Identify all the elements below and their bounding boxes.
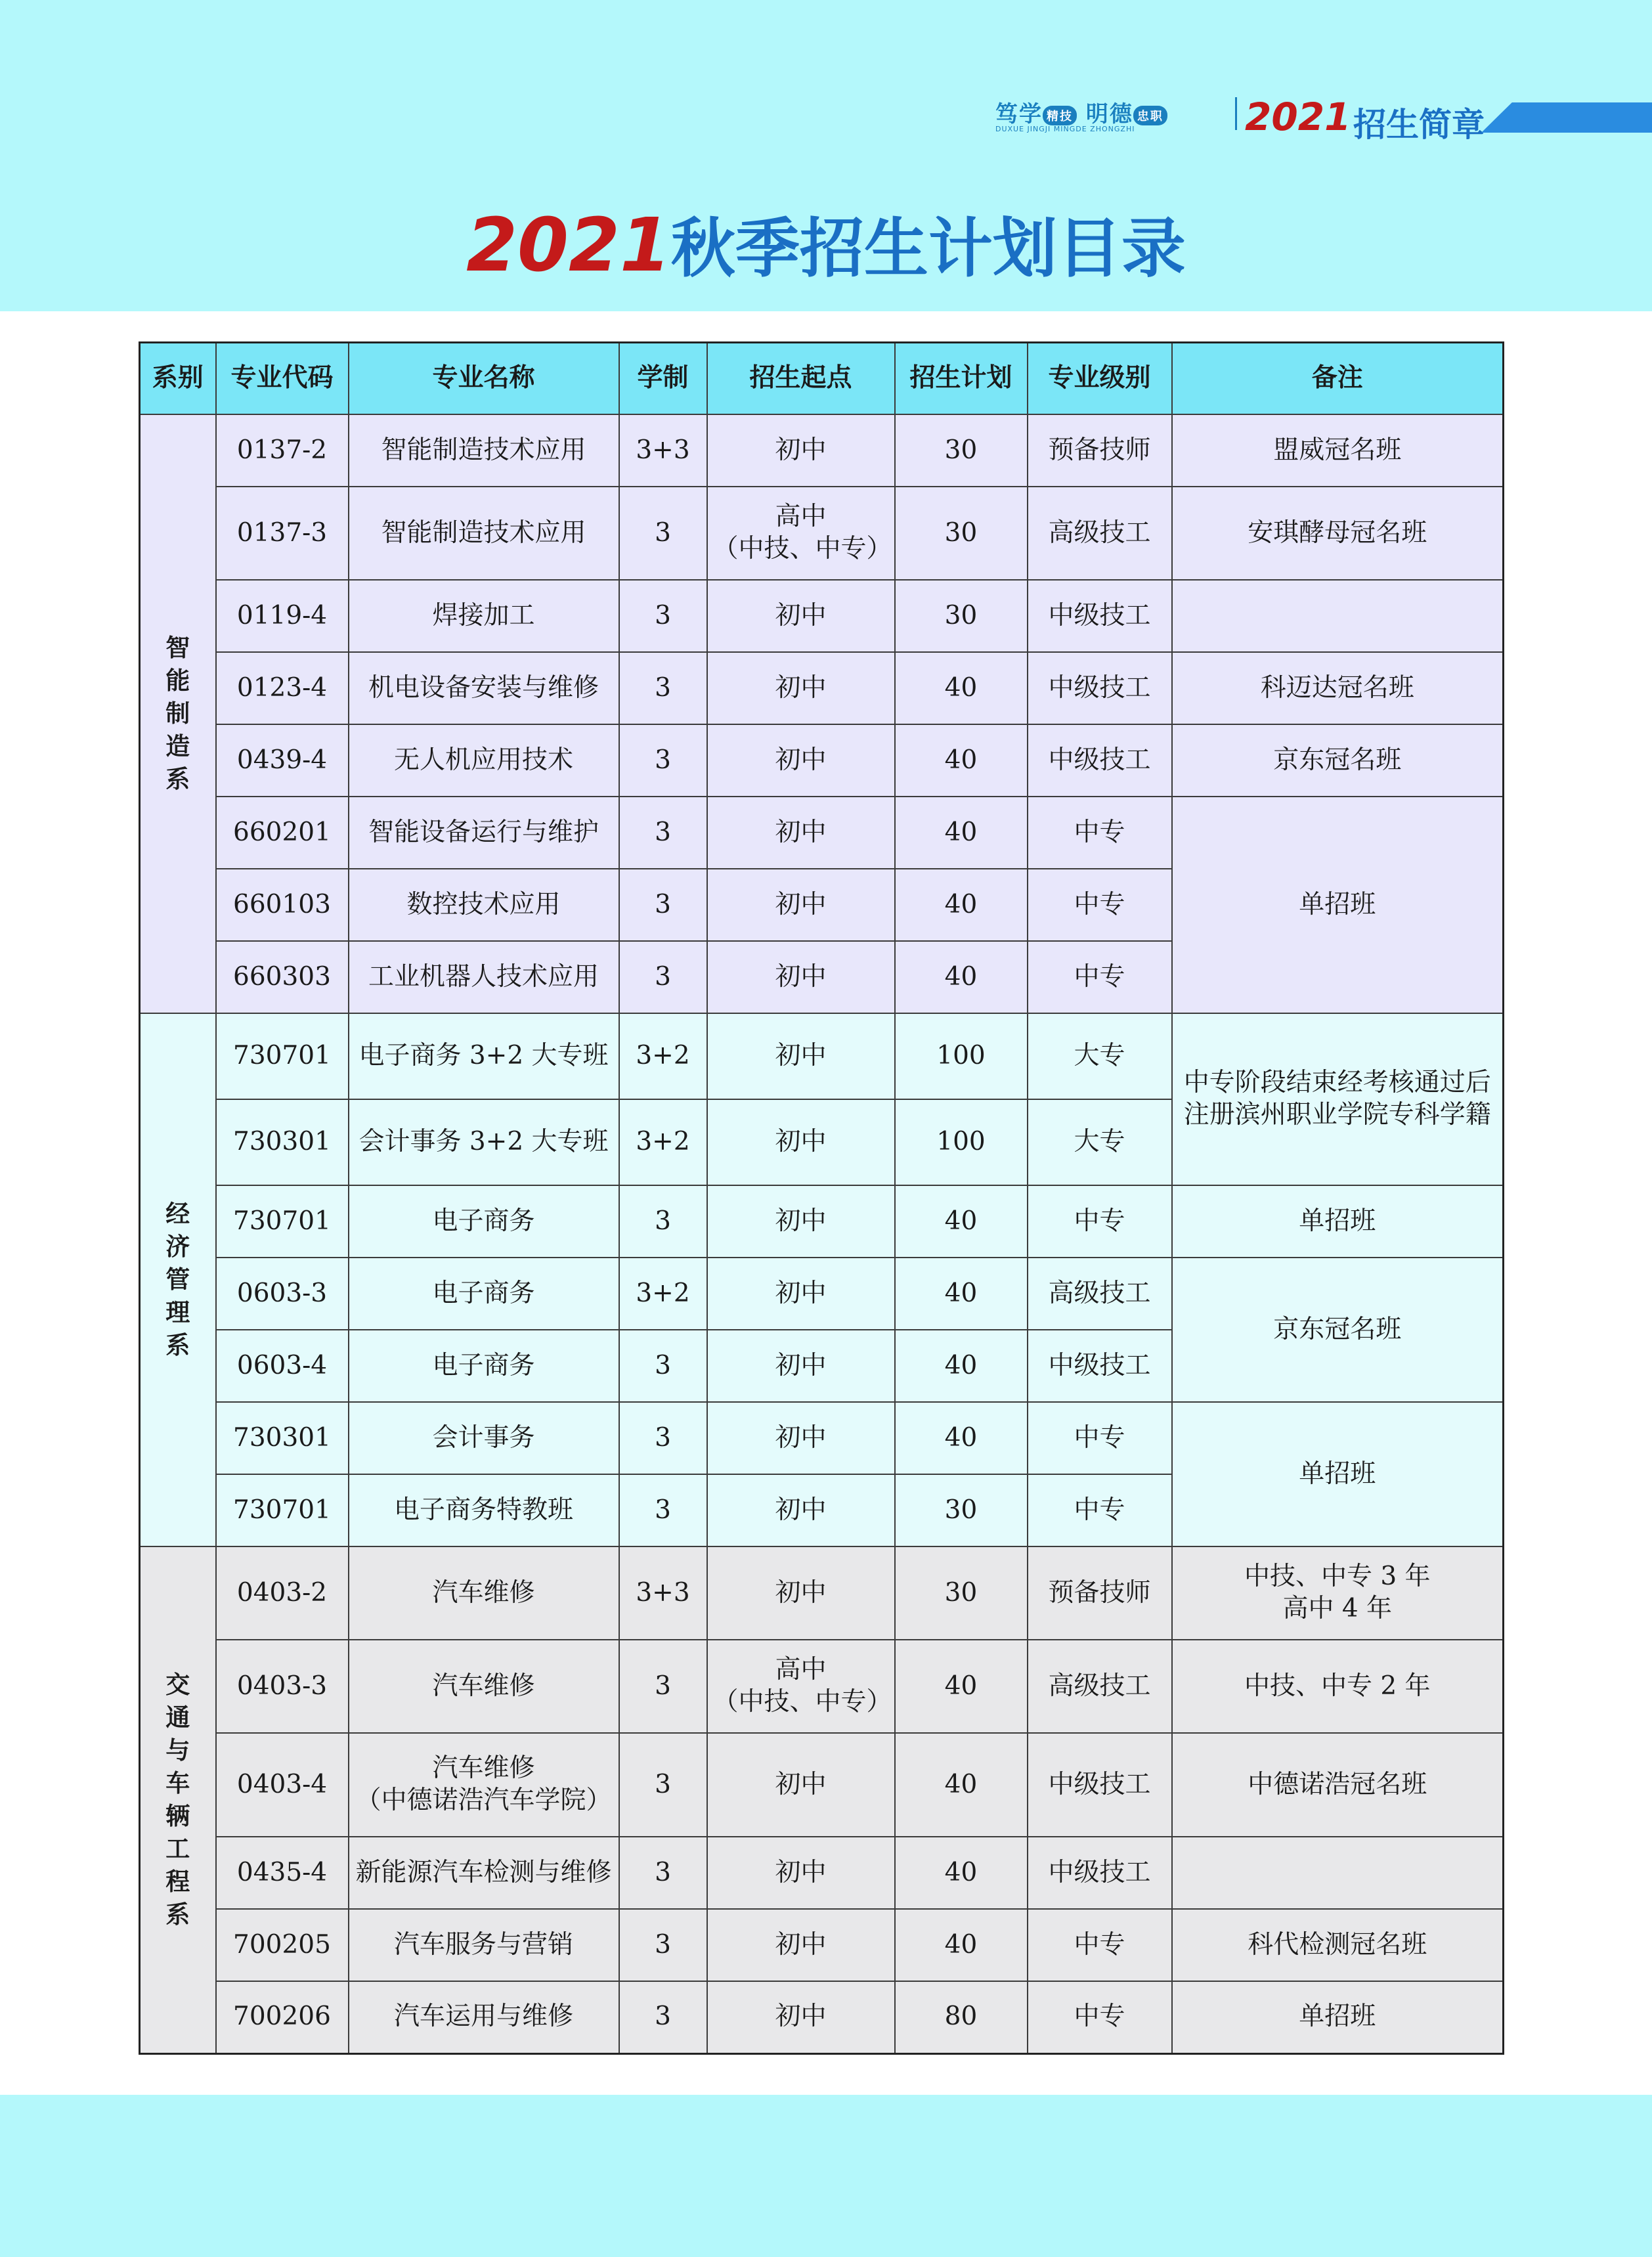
cell-start: 初中 (707, 1258, 895, 1330)
cell-name: 无人机应用技术 (349, 724, 619, 797)
cell-years: 3 (619, 652, 707, 724)
cell-name: 汽车维修 (349, 1640, 619, 1733)
cell-note: 科迈达冠名班 (1172, 652, 1504, 724)
cell-name: 汽车维修 (349, 1546, 619, 1640)
cell-plan: 100 (895, 1013, 1028, 1099)
cell-start (707, 1640, 895, 1733)
cell-code: 0119-4 (216, 580, 349, 652)
cell-start: 初中 (707, 1099, 895, 1185)
table-row (140, 1546, 1504, 1640)
cell-years: 3 (619, 797, 707, 869)
col-header-plan: 招生计划 (895, 343, 1028, 415)
school-motto-logo (995, 96, 1192, 138)
cell-plan: 30 (895, 580, 1028, 652)
cell-name: 智能制造技术应用 (349, 487, 619, 580)
table-row (140, 1909, 1504, 1981)
cell-level: 中专 (1028, 1474, 1172, 1546)
cell-level: 大专 (1028, 1099, 1172, 1185)
cell-name: 新能源汽车检测与维修 (349, 1837, 619, 1909)
cell-level: 中级技工 (1028, 1837, 1172, 1909)
cell-code: 660201 (216, 797, 349, 869)
cell-level: 中级技工 (1028, 1733, 1172, 1837)
cell-note: 单招班 (1172, 1981, 1504, 2053)
table-header-row (140, 343, 1504, 415)
cell-start: 初中 (707, 1185, 895, 1258)
cell-code: 0435-4 (216, 1837, 349, 1909)
cell-start: 初中 (707, 580, 895, 652)
cell-note: 安琪酵母冠名班 (1172, 487, 1504, 580)
cell-code: 0603-4 (216, 1330, 349, 1402)
cell-level: 中级技工 (1028, 724, 1172, 797)
dept-group-transportation-vehicle (140, 1546, 1504, 2053)
cell-name: 汽车运用与维修 (349, 1981, 619, 2053)
cell-note: 单招班 (1172, 1402, 1504, 1546)
cell-level: 中专 (1028, 797, 1172, 869)
cell-name: 电子商务 (349, 1258, 619, 1330)
cell-years: 3 (619, 1981, 707, 2053)
cell-code: 660103 (216, 869, 349, 941)
motto-pill-1: 精技 (1043, 106, 1077, 125)
header-strip (995, 92, 1652, 144)
cell-years: 3 (619, 1185, 707, 1258)
table-row (140, 797, 1504, 869)
cell-level: 中级技工 (1028, 580, 1172, 652)
cell-start: 初中 (707, 724, 895, 797)
cell-start: 初中 (707, 1909, 895, 1981)
table-row (140, 580, 1504, 652)
cell-start: 初中 (707, 1837, 895, 1909)
cell-code: 0403-3 (216, 1640, 349, 1733)
table-row (140, 724, 1504, 797)
cell-start: 初中 (707, 1733, 895, 1837)
cell-years: 3 (619, 1909, 707, 1981)
table-row (140, 1258, 1504, 1330)
page-title (0, 197, 1652, 290)
bottom-band (0, 2095, 1652, 2257)
cell-years: 3 (619, 1330, 707, 1402)
cell-plan: 40 (895, 869, 1028, 941)
table-row (140, 1013, 1504, 1099)
page-title-text: 秋季招生计划目录 (670, 211, 1186, 286)
cell-name: 电子商务 3+2 大专班 (349, 1013, 619, 1099)
cell-plan: 40 (895, 1402, 1028, 1474)
cell-note: 中德诺浩冠名班 (1172, 1733, 1504, 1837)
cell-years: 3 (619, 1402, 707, 1474)
cell-note: 盟威冠名班 (1172, 414, 1504, 487)
col-header-start: 招生起点 (707, 343, 895, 415)
table-row (140, 1640, 1504, 1733)
dept-cell (140, 414, 216, 1013)
cell-level: 中专 (1028, 1185, 1172, 1258)
cell-level: 中专 (1028, 1909, 1172, 1981)
cell-plan: 30 (895, 1546, 1028, 1640)
cell-code: 0123-4 (216, 652, 349, 724)
dept-name: 交通与车辆工程系 (165, 1671, 190, 1929)
cell-code: 700206 (216, 1981, 349, 2053)
cell-start: 初中 (707, 1013, 895, 1099)
header-divider (1235, 97, 1237, 130)
cell-code: 0137-2 (216, 414, 349, 487)
table-row (140, 652, 1504, 724)
enrollment-plan-table (139, 341, 1504, 2055)
table-row (140, 1402, 1504, 1474)
cell-code: 730701 (216, 1185, 349, 1258)
cell-plan: 30 (895, 1474, 1028, 1546)
table-row (140, 1837, 1504, 1909)
motto-pinyin: DUXUE JINGJI MINGDE ZHONGZHI (995, 125, 1135, 133)
cell-years: 3 (619, 941, 707, 1013)
cell-note-line-2: 高中 4 年 (1282, 1594, 1393, 1623)
cell-years: 3 (619, 1837, 707, 1909)
col-header-years: 学制 (619, 343, 707, 415)
cell-start: 初中 (707, 1330, 895, 1402)
cell-level: 高级技工 (1028, 1258, 1172, 1330)
cell-name: 焊接加工 (349, 580, 619, 652)
header-year: 2021 (1245, 95, 1351, 139)
col-header-note: 备注 (1172, 343, 1504, 415)
cell-note: 中技、中专 2 年 (1172, 1640, 1504, 1733)
cell-code: 0439-4 (216, 724, 349, 797)
cell-name: 机电设备安装与维修 (349, 652, 619, 724)
cell-start-line-1: 高中 (775, 1655, 827, 1685)
cell-plan: 40 (895, 652, 1028, 724)
cell-plan: 30 (895, 487, 1028, 580)
cell-years: 3 (619, 724, 707, 797)
cell-note: 科代检测冠名班 (1172, 1909, 1504, 1981)
cell-years: 3 (619, 1733, 707, 1837)
cell-plan: 40 (895, 1330, 1028, 1402)
cell-start: 初中 (707, 797, 895, 869)
cell-start-line-2: （中技、中专） (712, 1687, 892, 1717)
cell-start (707, 487, 895, 580)
cell-start: 初中 (707, 1402, 895, 1474)
cell-plan: 40 (895, 1258, 1028, 1330)
dept-name: 经济管理系 (165, 1200, 190, 1359)
cell-name: 电子商务 (349, 1330, 619, 1402)
cell-plan: 40 (895, 1909, 1028, 1981)
cell-name: 智能制造技术应用 (349, 414, 619, 487)
cell-years: 3 (619, 1640, 707, 1733)
cell-years: 3 (619, 580, 707, 652)
cell-plan: 80 (895, 1981, 1028, 2053)
cell-code: 0403-2 (216, 1546, 349, 1640)
dept-group-economic-management (140, 1013, 1504, 1546)
cell-code: 660303 (216, 941, 349, 1013)
cell-start: 初中 (707, 414, 895, 487)
cell-code: 730701 (216, 1474, 349, 1546)
cell-plan: 40 (895, 1185, 1028, 1258)
cell-years: 3+2 (619, 1099, 707, 1185)
dept-cell (140, 1546, 216, 2053)
cell-plan: 40 (895, 724, 1028, 797)
cell-code: 700205 (216, 1909, 349, 1981)
cell-level: 中专 (1028, 941, 1172, 1013)
motto-pill-2: 忠职 (1133, 106, 1167, 125)
motto-word-1: 笃学 (995, 101, 1043, 127)
cell-name-line-2: （中德诺浩汽车学院） (355, 1786, 612, 1815)
cell-code: 0603-3 (216, 1258, 349, 1330)
cell-years: 3 (619, 869, 707, 941)
cell-level: 预备技师 (1028, 1546, 1172, 1640)
table-row (140, 414, 1504, 487)
cell-level: 中专 (1028, 869, 1172, 941)
cell-name (349, 1733, 619, 1837)
cell-start-line-2: （中技、中专） (712, 534, 892, 563)
cell-level: 中专 (1028, 1402, 1172, 1474)
col-header-code: 专业代码 (216, 343, 349, 415)
header-accent-tab (1481, 102, 1652, 133)
table-row (140, 1981, 1504, 2053)
cell-years: 3 (619, 487, 707, 580)
cell-code: 730301 (216, 1402, 349, 1474)
col-header-level: 专业级别 (1028, 343, 1172, 415)
cell-name: 电子商务 (349, 1185, 619, 1258)
cell-start: 初中 (707, 1474, 895, 1546)
cell-note: 单招班 (1172, 797, 1504, 1013)
cell-level: 中级技工 (1028, 1330, 1172, 1402)
motto-word-2: 明德 (1085, 101, 1133, 127)
cell-plan: 40 (895, 1837, 1028, 1909)
cell-start: 初中 (707, 652, 895, 724)
col-header-dept: 系别 (140, 343, 216, 415)
cell-level: 大专 (1028, 1013, 1172, 1099)
header-label: 招生简章 (1353, 106, 1485, 144)
cell-start: 初中 (707, 1981, 895, 2053)
cell-name: 工业机器人技术应用 (349, 941, 619, 1013)
cell-name: 智能设备运行与维护 (349, 797, 619, 869)
cell-years: 3+2 (619, 1013, 707, 1099)
cell-note: 京东冠名班 (1172, 724, 1504, 797)
cell-note-line-1: 中技、中专 3 年 (1244, 1562, 1431, 1592)
cell-start: 初中 (707, 941, 895, 1013)
dept-cell (140, 1013, 216, 1546)
cell-level: 中级技工 (1028, 652, 1172, 724)
cell-start: 初中 (707, 1546, 895, 1640)
cell-note (1172, 1546, 1504, 1640)
cell-plan: 30 (895, 414, 1028, 487)
cell-level: 预备技师 (1028, 414, 1172, 487)
cell-name: 汽车服务与营销 (349, 1909, 619, 1981)
cell-level: 中专 (1028, 1981, 1172, 2053)
cell-plan: 40 (895, 941, 1028, 1013)
cell-code: 730301 (216, 1099, 349, 1185)
cell-name: 电子商务特教班 (349, 1474, 619, 1546)
page-title-year: 2021 (466, 203, 671, 288)
table-row (140, 487, 1504, 580)
cell-note: 单招班 (1172, 1185, 1504, 1258)
cell-start-line-1: 高中 (775, 502, 827, 532)
cell-code: 0403-4 (216, 1733, 349, 1837)
cell-note: 中专阶段结束经考核通过后注册滨州职业学院专科学籍 (1172, 1013, 1504, 1185)
cell-level: 高级技工 (1028, 487, 1172, 580)
table-row (140, 1733, 1504, 1837)
cell-plan: 40 (895, 1640, 1028, 1733)
cell-plan: 40 (895, 1733, 1028, 1837)
cell-note (1172, 580, 1504, 652)
cell-start: 初中 (707, 869, 895, 941)
cell-note: 京东冠名班 (1172, 1258, 1504, 1402)
dept-name: 智能制造系 (165, 634, 190, 793)
cell-years: 3+3 (619, 1546, 707, 1640)
cell-code: 730701 (216, 1013, 349, 1099)
cell-years: 3 (619, 1474, 707, 1546)
cell-note (1172, 1837, 1504, 1909)
table-row (140, 1185, 1504, 1258)
cell-name-line-1: 汽车维修 (432, 1753, 535, 1784)
dept-group-intelligent-manufacturing (140, 414, 1504, 1013)
col-header-name: 专业名称 (349, 343, 619, 415)
cell-code: 0137-3 (216, 487, 349, 580)
cell-name: 会计事务 (349, 1402, 619, 1474)
cell-years: 3+2 (619, 1258, 707, 1330)
cell-plan: 100 (895, 1099, 1028, 1185)
cell-years: 3+3 (619, 414, 707, 487)
cell-level: 高级技工 (1028, 1640, 1172, 1733)
cell-name: 会计事务 3+2 大专班 (349, 1099, 619, 1185)
cell-name: 数控技术应用 (349, 869, 619, 941)
cell-plan: 40 (895, 797, 1028, 869)
